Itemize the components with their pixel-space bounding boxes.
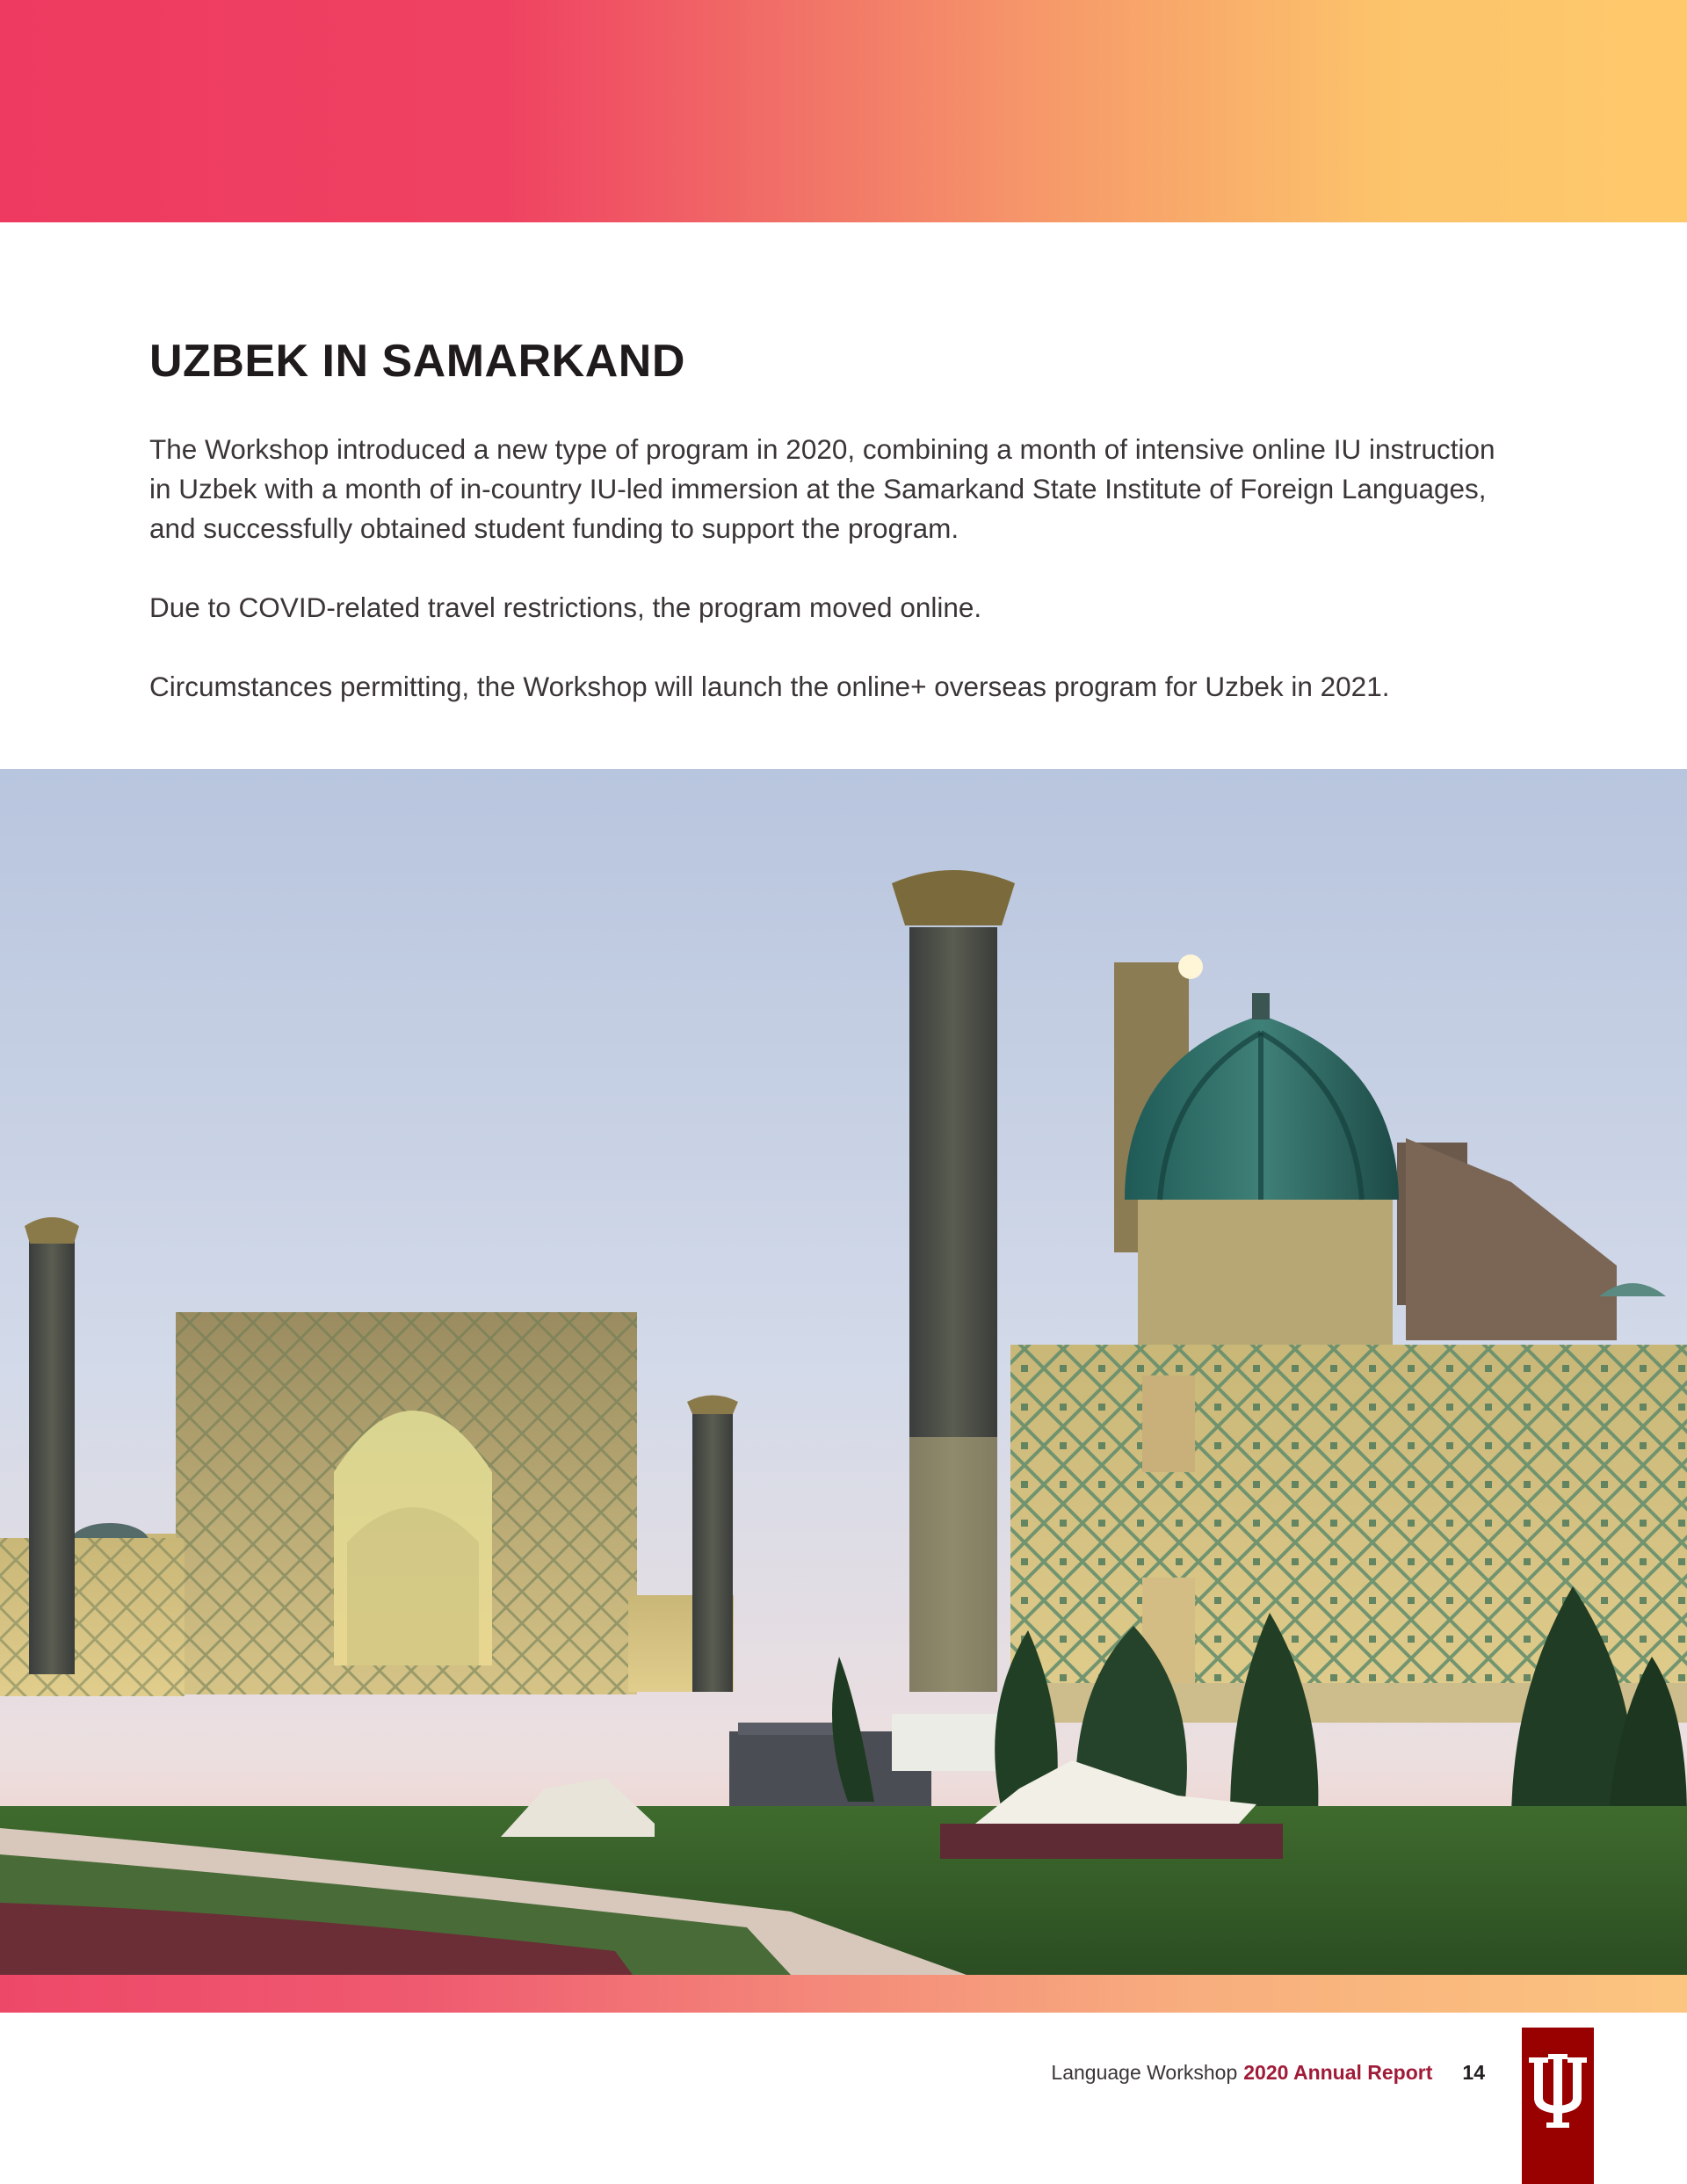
page-title: UZBEK IN SAMARKAND	[149, 336, 685, 387]
footer-report-title: 2020 Annual Report	[1243, 2060, 1433, 2084]
bottom-gradient-band	[0, 1975, 1687, 2013]
paragraph-covid-note: Due to COVID-related travel restrictions, the program moved online.	[149, 591, 982, 623]
paragraph-2021-plan: Circumstances permitting, the Workshop will launch the online+ overseas program for Uzbek in 2021.	[149, 671, 1390, 702]
top-gradient-band	[0, 0, 1687, 222]
footer	[1051, 2055, 1485, 2090]
footer-label: Language Workshop	[1051, 2060, 1238, 2084]
article	[149, 338, 1573, 707]
paragraph-program-intro: The Workshop introduced a new type of program in 2020, combining a month of intensive online IU instruction in Uzbek with a month of in-country IU-led immersion at the Samarkand State Institute of Foreign Languages, and successfully obtained student funding to support the program.	[149, 433, 1495, 544]
iu-trident-icon	[1522, 2028, 1594, 2184]
registan-photo	[0, 769, 1687, 1975]
page-number: 14	[1462, 2060, 1485, 2084]
